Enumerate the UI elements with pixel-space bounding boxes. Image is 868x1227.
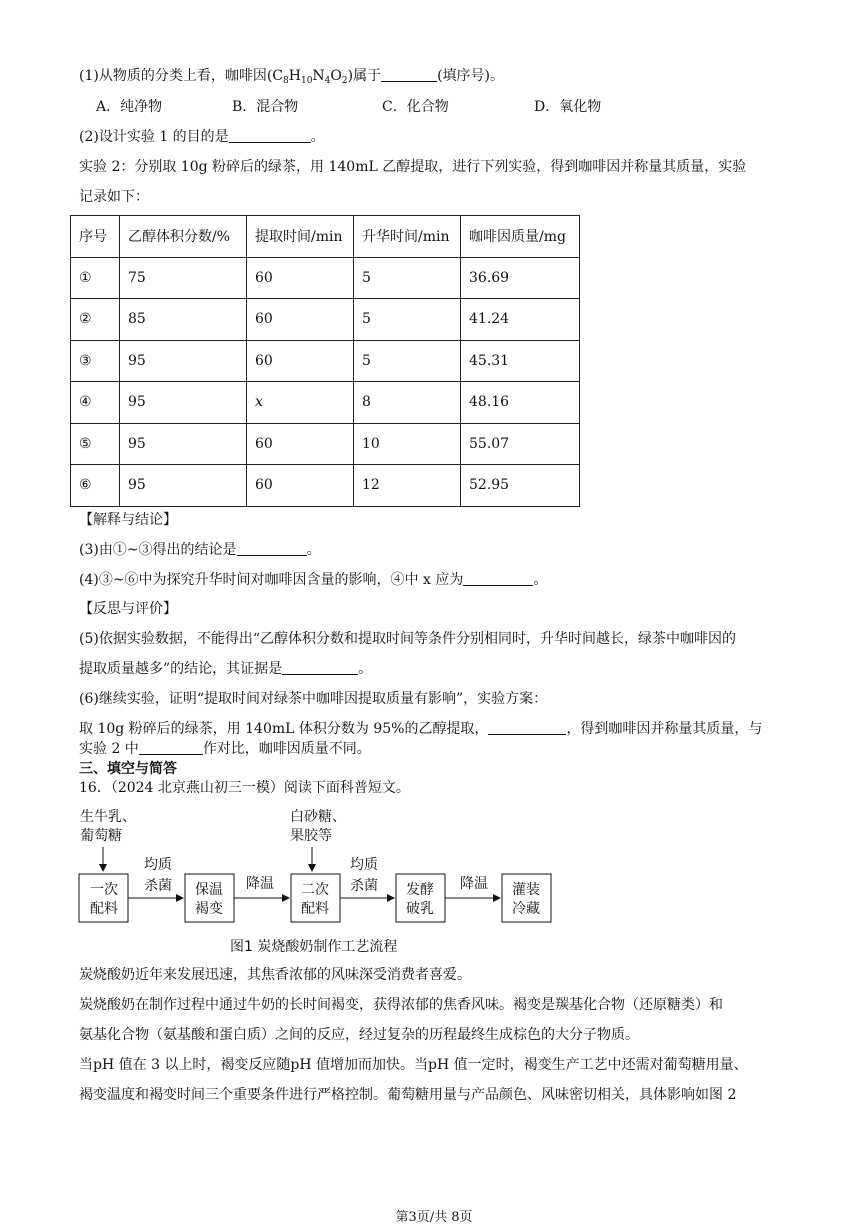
step-1-label: 一次 [90, 882, 118, 898]
q1-text: (1)从物质的分类上看，咖啡因(C [79, 68, 284, 84]
table-cell: 5 [354, 299, 461, 341]
question-2: (2)设计实验 1 的目的是 。 [79, 129, 325, 145]
question-3: (3)由①~③得出的结论是 。 [79, 542, 321, 558]
table-cell: ① [71, 257, 120, 299]
table-cell: 95 [120, 423, 247, 465]
table-cell: 10 [354, 423, 461, 465]
table-cell: 45.31 [461, 340, 580, 382]
page-number: 第3页/共 8页 [395, 1210, 473, 1225]
question-5: (5)依据实验数据，不能得出“乙醇体积分数和提取时间等条件分别相同时，升华时间越长，绿茶中咖啡因的 [79, 631, 736, 647]
table-header-row [71, 216, 580, 258]
step-3-label: 二次 [301, 882, 329, 898]
table-row [71, 299, 580, 341]
table-cell: 95 [120, 382, 247, 424]
experiment-2-desc: 实验 2：分别取 10g 粉碎后的绿茶，用 140mL 乙醇提取，进行下列实验，得到咖啡因并称量其质量，实验 [79, 159, 747, 175]
option-a[interactable]: A．纯净物 [96, 99, 163, 115]
arrow-label: 杀菌 [144, 878, 172, 894]
table-cell: 41.24 [461, 299, 580, 341]
question-16: 16．（2024 北京燕山初三一模）阅读下面科普短文。 [79, 780, 410, 796]
table-row [71, 382, 580, 424]
process-flow-diagram [78, 805, 558, 965]
option-c[interactable]: C．化合物 [382, 99, 449, 115]
experiment-table [70, 215, 580, 507]
step-3-label: 配料 [301, 901, 329, 917]
step-2-label: 褐变 [195, 901, 223, 917]
table-row [71, 423, 580, 465]
table-cell: 95 [120, 465, 247, 507]
table-cell: 12 [354, 465, 461, 507]
option-d[interactable]: D．氧化物 [534, 99, 602, 115]
question-1: (1)从物质的分类上看，咖啡因$(C_8H_{10}N_4O_2)$属于 (填序号)。 [79, 68, 505, 86]
arrow-label: 降温 [460, 876, 488, 892]
step-4-label: 发酵 [406, 882, 434, 898]
paragraph-2: 炭烧酸奶在制作过程中通过牛奶的长时间褐变，获得浓郁的焦香风味。褐变是羰基化合物（还原糖类）和 [79, 997, 723, 1013]
input-2-line1: 白砂糖、 [290, 809, 346, 825]
experiment-2-desc-cont: 记录如下： [79, 189, 149, 205]
table-cell: 60 [247, 340, 354, 382]
table-cell: x [247, 382, 354, 424]
step-2-label: 保温 [195, 882, 223, 898]
answer-blank[interactable] [463, 571, 533, 586]
question-6: (6)继续实验，证明“提取时间对绿茶中咖啡因提取质量有影响”，实验方案： [79, 691, 548, 707]
input-2-line2: 果胶等 [290, 828, 332, 844]
header-cell: 升华时间/min [354, 216, 461, 258]
answer-blank[interactable] [488, 720, 566, 735]
table-cell: 60 [247, 465, 354, 507]
table-row [71, 340, 580, 382]
table-cell: ⑥ [71, 465, 120, 507]
step-5-label: 冷藏 [512, 901, 540, 917]
table-cell: 48.16 [461, 382, 580, 424]
table-cell: 36.69 [461, 257, 580, 299]
section-reflect-heading: 【反思与评价】 [79, 601, 177, 617]
table-cell: 5 [354, 340, 461, 382]
arrow-label: 均质 [144, 857, 172, 873]
table-cell: 60 [247, 299, 354, 341]
question-4: (4)③~⑥中为探究升华时间对咖啡因含量的影响，④中 x 应为 。 [79, 572, 548, 588]
section-explain-heading: 【解释与结论】 [79, 512, 177, 528]
paragraph-3-cont: 褐变温度和褐变时间三个重要条件进行严格控制。葡萄糖用量与产品颜色、风味密切相关，具体影响如图 2 [79, 1087, 737, 1103]
header-cell: 咖啡因质量/mg [461, 216, 580, 258]
answer-blank[interactable] [237, 541, 307, 556]
table-cell: 5 [354, 257, 461, 299]
question-6-line3: 实验 2 中 作对比，咖啡因质量不同。 [79, 741, 371, 757]
arrow-label: 均质 [350, 857, 378, 873]
paragraph-2-cont: 氨基化合物（氨基酸和蛋白质）之间的反应，经过复杂的历程最终生成棕色的大分子物质。 [79, 1027, 639, 1043]
answer-blank[interactable] [381, 67, 437, 82]
input-1-line2: 葡萄糖 [80, 828, 122, 844]
answer-blank[interactable] [139, 740, 203, 755]
step-5-label: 灌装 [512, 882, 540, 898]
table-cell: 85 [120, 299, 247, 341]
table-cell: 75 [120, 257, 247, 299]
table-cell: ⑤ [71, 423, 120, 465]
table-cell: 95 [120, 340, 247, 382]
question-6-line2: 取 10g 粉碎后的绿茶，用 140mL 体积分数为 95%的乙醇提取， ，得到咖啡因并称量其质量，与 [79, 721, 763, 737]
answer-blank[interactable] [282, 660, 358, 675]
table-cell: 60 [247, 257, 354, 299]
step-1-label: 配料 [90, 901, 118, 917]
table-cell: 8 [354, 382, 461, 424]
table-cell: 52.95 [461, 465, 580, 507]
input-1-line1: 生牛乳、 [80, 809, 136, 825]
option-b[interactable]: B．混合物 [232, 99, 299, 115]
answer-blank[interactable] [229, 128, 311, 143]
header-cell: 序号 [71, 216, 120, 258]
step-4-label: 破乳 [406, 901, 434, 917]
arrow-label: 杀菌 [350, 878, 378, 894]
table-cell: 55.07 [461, 423, 580, 465]
question-5-cont: 提取质量越多”的结论，其证据是 。 [79, 661, 373, 677]
table-cell: ④ [71, 382, 120, 424]
header-cell: 提取时间/min [247, 216, 354, 258]
arrow-label: 降温 [246, 876, 274, 892]
section-3-heading: 三、填空与简答 [79, 761, 177, 777]
table-cell: ③ [71, 340, 120, 382]
figure-caption: 图1 炭烧酸奶制作工艺流程 [230, 939, 398, 955]
table-row [71, 465, 580, 507]
table-row [71, 257, 580, 299]
header-cell: 乙醇体积分数/% [120, 216, 247, 258]
paragraph-3: 当pH 值在 3 以上时，褐变反应随pH 值增加而加快。当pH 值一定时，褐变生产工艺中还需对葡萄糖用量、 [79, 1057, 748, 1073]
table-cell: 60 [247, 423, 354, 465]
table-cell: ② [71, 299, 120, 341]
paragraph-1: 炭烧酸奶近年来发展迅速，其焦香浓郁的风味深受消费者喜爱。 [79, 967, 471, 983]
